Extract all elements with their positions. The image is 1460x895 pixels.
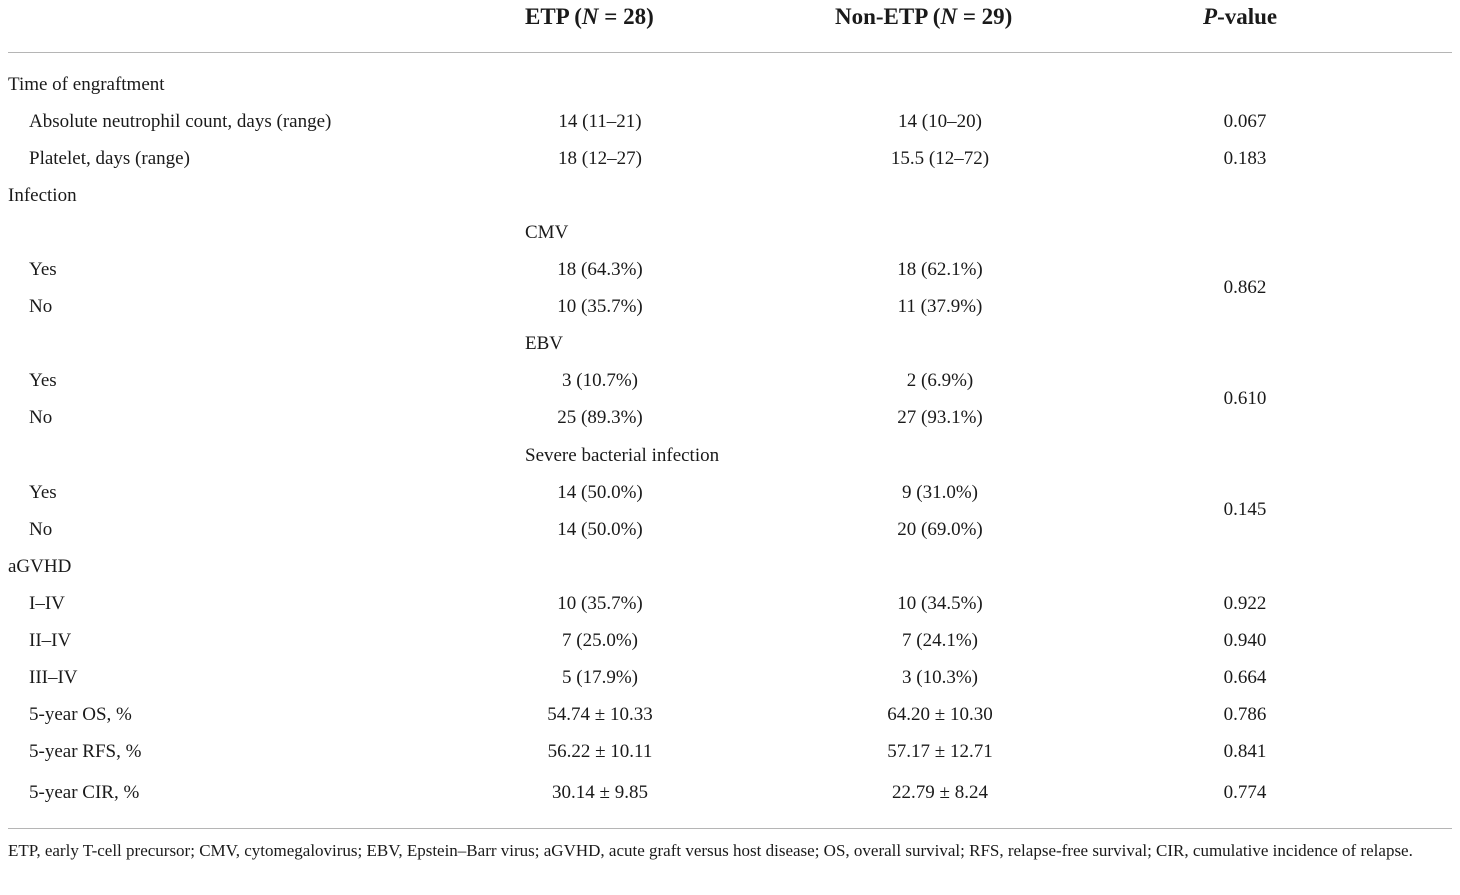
- table-row: [0, 66, 1460, 103]
- row-label: Yes: [29, 482, 57, 503]
- table-row: [0, 585, 1460, 622]
- etp-value: 7 (25.0%): [562, 630, 638, 651]
- non-etp-value: 10 (34.5%): [897, 593, 983, 614]
- table-row: [0, 177, 1460, 214]
- row-label: II–IV: [29, 630, 72, 651]
- row-label: 5-year RFS, %: [29, 741, 142, 762]
- non-etp-value: 57.17 ± 12.71: [887, 741, 993, 762]
- row-label: I–IV: [29, 593, 65, 614]
- row-label: III–IV: [29, 667, 78, 688]
- row-label: Yes: [29, 370, 57, 391]
- table-row: [0, 548, 1460, 585]
- group-label: CMV: [525, 222, 569, 243]
- pvalue: 0.664: [1223, 667, 1267, 688]
- row-label: 5-year CIR, %: [29, 782, 140, 803]
- etp-value: 30.14 ± 9.85: [552, 782, 648, 803]
- table-row: [0, 622, 1460, 659]
- pvalue-cmv: 0.862: [1223, 277, 1267, 298]
- pvalue: 0.183: [1223, 148, 1267, 169]
- row-label: aGVHD: [8, 556, 72, 577]
- etp-value: 5 (17.9%): [562, 667, 638, 688]
- row-label: Absolute neutrophil count, days (range): [29, 111, 332, 132]
- non-etp-value: 15.5 (12–72): [890, 148, 990, 169]
- non-etp-value: 7 (24.1%): [902, 630, 978, 651]
- table-header: [0, 0, 1460, 38]
- row-label: No: [29, 296, 53, 317]
- row-label: Yes: [29, 259, 57, 280]
- etp-value: 54.74 ± 10.33: [547, 704, 653, 725]
- table-group-row: [0, 214, 1460, 251]
- row-label: Time of engraftment: [8, 74, 165, 95]
- etp-value: 18 (12–27): [558, 148, 642, 169]
- non-etp-value: 64.20 ± 10.30: [887, 704, 993, 725]
- row-label: No: [29, 519, 53, 540]
- table-row: [0, 659, 1460, 696]
- etp-value: 18 (64.3%): [557, 259, 643, 280]
- row-label: Platelet, days (range): [29, 148, 190, 169]
- etp-value: 14 (50.0%): [557, 482, 643, 503]
- pvalue-column-header: P-value: [1203, 4, 1278, 29]
- etp-value: 14 (11–21): [558, 111, 642, 132]
- non-etp-column-header: Non-ETP (N = 29): [835, 4, 1013, 29]
- pvalue: 0.940: [1223, 630, 1267, 651]
- row-label: Infection: [8, 185, 77, 206]
- non-etp-value: 11 (37.9%): [897, 296, 983, 317]
- row-label: No: [29, 407, 53, 428]
- pvalue: 0.774: [1223, 782, 1267, 803]
- table-group-row: [0, 325, 1460, 362]
- non-etp-value: 14 (10–20): [898, 111, 982, 132]
- non-etp-value: 3 (10.3%): [902, 667, 978, 688]
- table-row: [0, 103, 1460, 140]
- table-row: [0, 696, 1460, 733]
- non-etp-value: 9 (31.0%): [902, 482, 978, 503]
- table-row: [0, 733, 1460, 770]
- group-label: Severe bacterial infection: [525, 445, 720, 466]
- pvalue: 0.786: [1223, 704, 1267, 725]
- etp-value: 14 (50.0%): [557, 519, 643, 540]
- non-etp-value: 18 (62.1%): [897, 259, 983, 280]
- pvalue-ebv: 0.610: [1223, 388, 1267, 409]
- pvalue-bacterial: 0.145: [1223, 499, 1267, 520]
- etp-value: 25 (89.3%): [557, 407, 643, 428]
- table-footnote: ETP, early T-cell precursor; CMV, cytomegalovirus; EBV, Epstein–Barr virus; aGVHD, acute graft versus host disease; OS, overall survival; RFS, relapse-free survival; CIR, cumulative incidence of relapse.: [8, 841, 1413, 860]
- table-row: [0, 774, 1460, 811]
- non-etp-value: 27 (93.1%): [897, 407, 983, 428]
- header-rule: [8, 52, 1452, 53]
- bottom-rule: [8, 828, 1452, 829]
- pvalue: 0.922: [1223, 593, 1267, 614]
- non-etp-value: 20 (69.0%): [897, 519, 983, 540]
- pvalue: 0.841: [1223, 741, 1267, 762]
- etp-value: 10 (35.7%): [557, 593, 643, 614]
- non-etp-value: 22.79 ± 8.24: [892, 782, 988, 803]
- pvalue: 0.067: [1223, 111, 1267, 132]
- group-label: EBV: [525, 333, 563, 354]
- row-label: 5-year OS, %: [29, 704, 132, 725]
- table-group-row: [0, 437, 1460, 474]
- etp-value: 3 (10.7%): [562, 370, 638, 391]
- table-row: [0, 140, 1460, 177]
- etp-value: 56.22 ± 10.11: [547, 741, 653, 762]
- non-etp-value: 2 (6.9%): [906, 370, 974, 391]
- etp-column-header: ETP (N = 28): [525, 4, 654, 29]
- etp-value: 10 (35.7%): [557, 296, 643, 317]
